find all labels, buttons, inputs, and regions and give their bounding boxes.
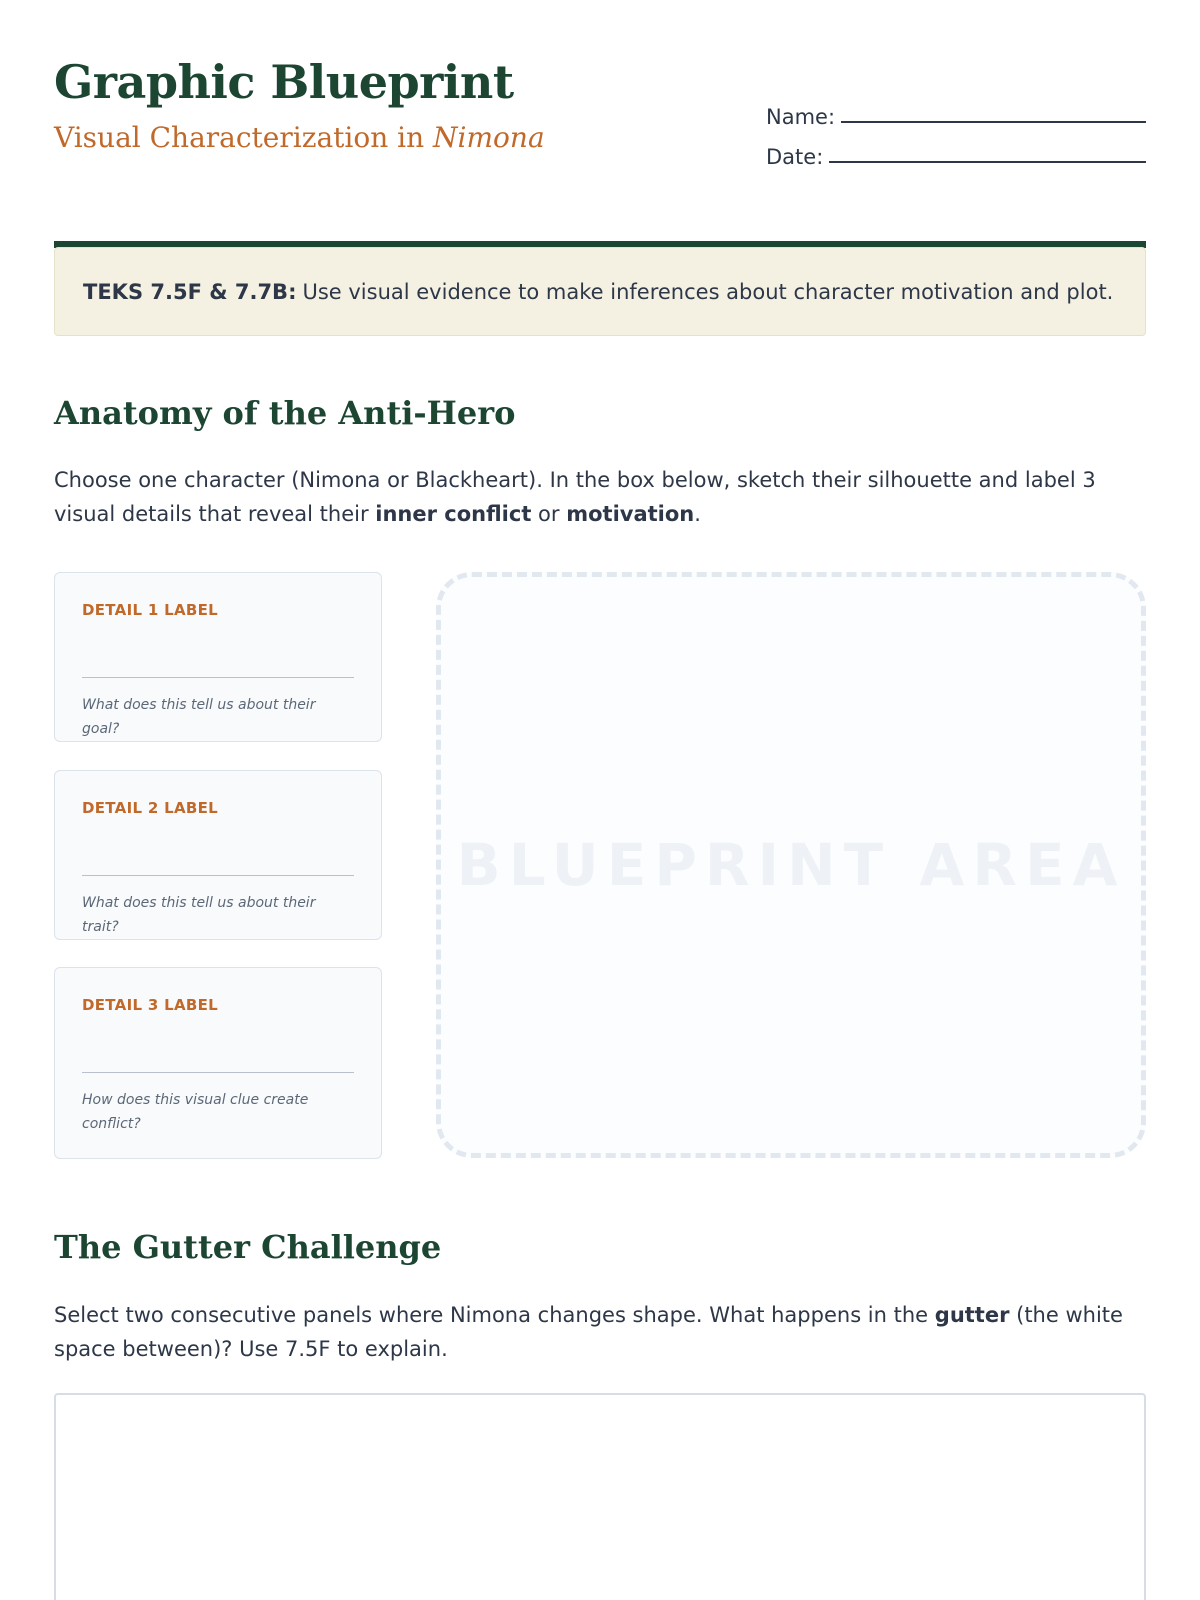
instructions-bold-gutter: gutter	[934, 1303, 1010, 1327]
section-heading-anti-hero: Anatomy of the Anti-Hero	[54, 394, 516, 432]
date-blank[interactable]	[829, 145, 1146, 163]
gutter-instructions	[54, 1298, 1146, 1366]
detail-write-line[interactable]	[82, 875, 354, 876]
detail-hint: What does this tell us about their goal?	[82, 697, 316, 737]
teks-text: Use visual evidence to make inferences about character motivation and plot.	[302, 279, 1114, 304]
date-label: Date:	[766, 145, 824, 169]
detail-card-1[interactable]	[54, 572, 382, 742]
gutter-answer-box[interactable]	[54, 1393, 1146, 1600]
detail-hint: How does this visual clue create conflict?	[82, 1092, 309, 1132]
detail-label: DETAIL 1 LABEL	[82, 601, 218, 619]
detail-write-line[interactable]	[82, 1072, 354, 1073]
worksheet-page	[54, 0, 1146, 1600]
instructions-text: .	[694, 502, 701, 526]
date-row	[766, 129, 1146, 169]
detail-write-line[interactable]	[82, 677, 354, 678]
book-title: Nimona	[433, 121, 545, 154]
detail-card-2[interactable]	[54, 770, 382, 940]
detail-label: DETAIL 2 LABEL	[82, 799, 218, 817]
instructions-text: Select two consecutive panels where Nimona changes shape. What happens in the	[54, 1303, 935, 1327]
blueprint-watermark: BLUEPRINT AREA	[456, 831, 1126, 899]
subtitle-text: Visual Characterization in	[54, 121, 434, 154]
instructions-text: (the white space between)? Use 7.5F to explain.	[54, 1303, 1123, 1361]
worksheet-subtitle	[54, 121, 545, 154]
section-heading-gutter-challenge: The Gutter Challenge	[54, 1228, 442, 1266]
teks-standard-box	[54, 247, 1146, 336]
detail-hint: What does this tell us about their trait?	[82, 895, 316, 935]
instructions-bold-inner-conflict: inner conflict	[375, 502, 532, 526]
worksheet-title: Graphic Blueprint	[54, 55, 514, 109]
blueprint-sketch-area[interactable]	[436, 572, 1146, 1158]
instructions-text: Choose one character (Nimona or Blackheart). In the box below, sketch their silhouette and label 3 visual details that reveal their	[54, 468, 1096, 526]
detail-label: DETAIL 3 LABEL	[82, 996, 218, 1014]
teks-code: TEKS 7.5F & 7.7B:	[83, 279, 297, 304]
instructions-bold-motivation: motivation	[566, 502, 695, 526]
instructions-text: or	[531, 502, 567, 526]
name-label: Name:	[766, 105, 836, 129]
worksheet-header	[54, 55, 1146, 195]
name-row	[766, 89, 1146, 129]
detail-card-3[interactable]	[54, 967, 382, 1159]
name-date-block	[766, 89, 1146, 169]
anti-hero-instructions	[54, 463, 1146, 531]
name-blank[interactable]	[841, 105, 1146, 123]
